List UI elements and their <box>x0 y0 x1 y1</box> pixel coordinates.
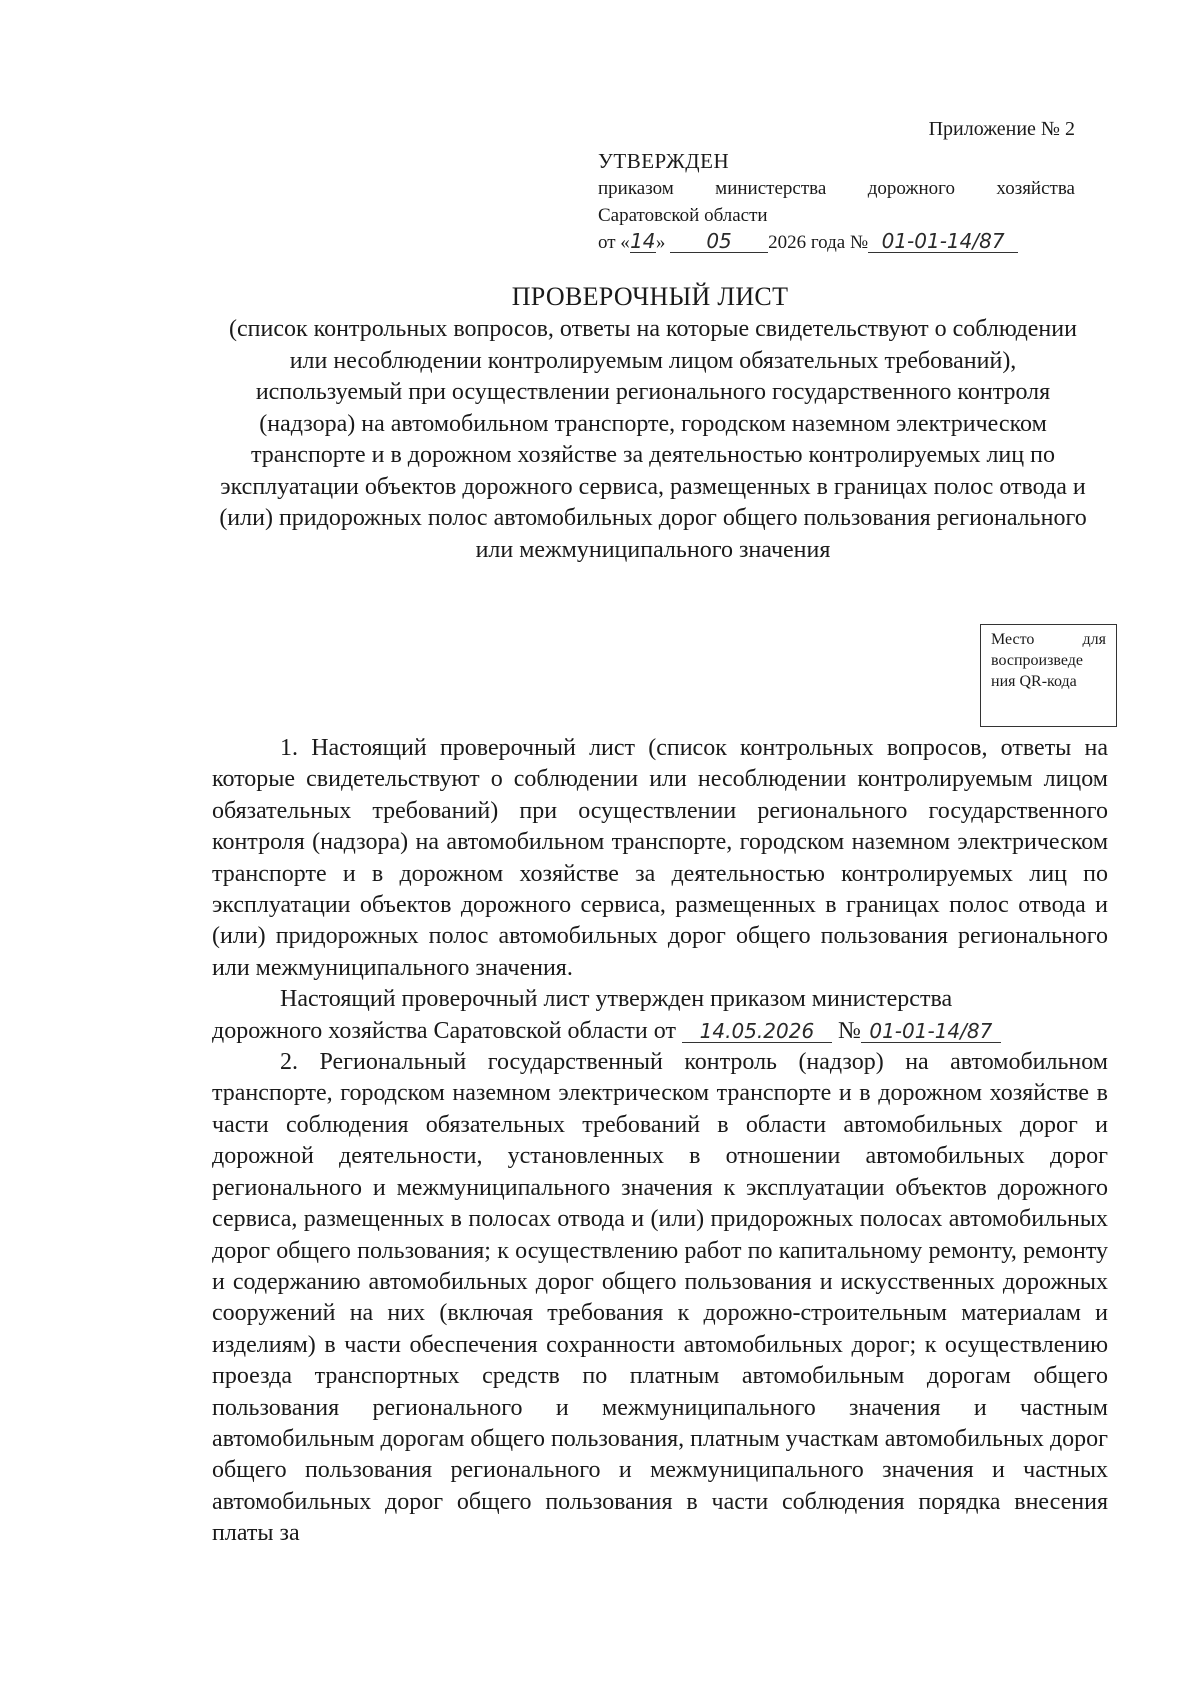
approval-note-prefix: дорожного хозяйства Саратовской области от <box>212 1017 676 1044</box>
document-title: ПРОВЕРОЧНЫЙ ЛИСТ <box>511 282 789 311</box>
handwritten-note-number: 01-01-14/87 <box>861 1020 1001 1043</box>
paragraph-approval-note <box>212 984 1108 1047</box>
qr-label-line-1: Место для <box>991 631 1106 648</box>
qr-label-line-2: воспроизведе <box>991 652 1083 669</box>
approval-note-number-prefix: № <box>837 1017 861 1044</box>
number-prefix: № <box>849 232 869 253</box>
approval-line-1: приказом министерства дорожного хозяйства <box>598 178 1075 199</box>
document-subtitle: (список контрольных вопросов, ответы на которые свидетельствуют о соблюдении или несоблюдении контролируемым лицом обязательных требований), используемый при осуществлении регионального государственного контроля (надзора) на автомобильном транспорте, городском наземном электрическом транспорте и в дорожном хозяйстве за деятельностью контролируемых лиц по эксплуатации объектов дорожного сервиса, размещенных в границах полос отвода и (или) придорожных полос автомобильных дорог общего пользования регионального или межмуниципального значения <box>219 316 1087 563</box>
paragraph-1: 1. Настоящий проверочный лист (список контрольных вопросов, ответы на которые свидетельствуют о соблюдении или несоблюдении контролируемым лицом обязательных требований) при осуществлении регионального государственного контроля (надзора) на автомобильном транспорте, городском наземном электрическом транспорте и в дорожном хозяйстве за деятельностью контролируемых лиц по эксплуатации объектов дорожного сервиса, размещенных в границах полос отвода и (или) придорожных полос автомобильных дорог общего пользования регионального или межмуниципального значения. <box>212 735 1108 981</box>
approval-note-line-2 <box>212 1016 1108 1047</box>
approval-date-line <box>598 229 1075 256</box>
handwritten-note-date: 14.05.2026 <box>682 1020 832 1043</box>
document-body <box>212 733 1108 1550</box>
appendix-label: Приложение № 2 <box>928 118 1075 140</box>
handwritten-month: 05 <box>670 230 768 253</box>
approval-note-line-1: Настоящий проверочный лист утвержден приказом министерства <box>280 986 953 1013</box>
approval-line-2: Саратовской области <box>598 205 768 226</box>
handwritten-order-number: 01-01-14/87 <box>868 230 1018 253</box>
approval-block <box>598 118 1075 256</box>
date-year: 2026 года <box>768 232 846 253</box>
qr-code-placeholder <box>980 624 1117 727</box>
paragraph-2: 2. Региональный государственный контроль (надзор) на автомобильном транспорте, городском наземном электрическом транспорте и в дорожном хозяйстве в части соблюдения обязательных требований в области автомобильных дорог и дорожной деятельности, установленных в отношении автомобильных дорог регионального и межмуниципального значения к эксплуатации объектов дорожного сервиса, размещенных в полосах отвода и (или) придорожных полосах автомобильных дорог общего пользования; к осуществлению работ по капитальному ремонту, ремонту и содержанию автомобильных дорог общего пользования и искусственных дорожных сооружений на них (включая требования к дорожно-строительным материалам и изделиям) в части обеспечения сохранности автомобильных дорог; к осуществлению проезда транспортных средств по платным автомобильным дорогам общего пользования регионального и межмуниципального значения и частным автомобильным дорогам общего пользования, платным участкам автомобильных дорог общего пользования регионального и межмуниципального значения и частных автомобильных дорог общего пользования в части соблюдения порядка внесения платы за <box>212 1049 1108 1547</box>
date-mid: » <box>655 232 666 253</box>
handwritten-day: 14 <box>630 229 656 253</box>
approved-heading: УТВЕРЖДЕН <box>598 149 730 173</box>
date-prefix: от « <box>598 232 630 253</box>
qr-label-line-3: ния QR-кода <box>991 673 1077 690</box>
